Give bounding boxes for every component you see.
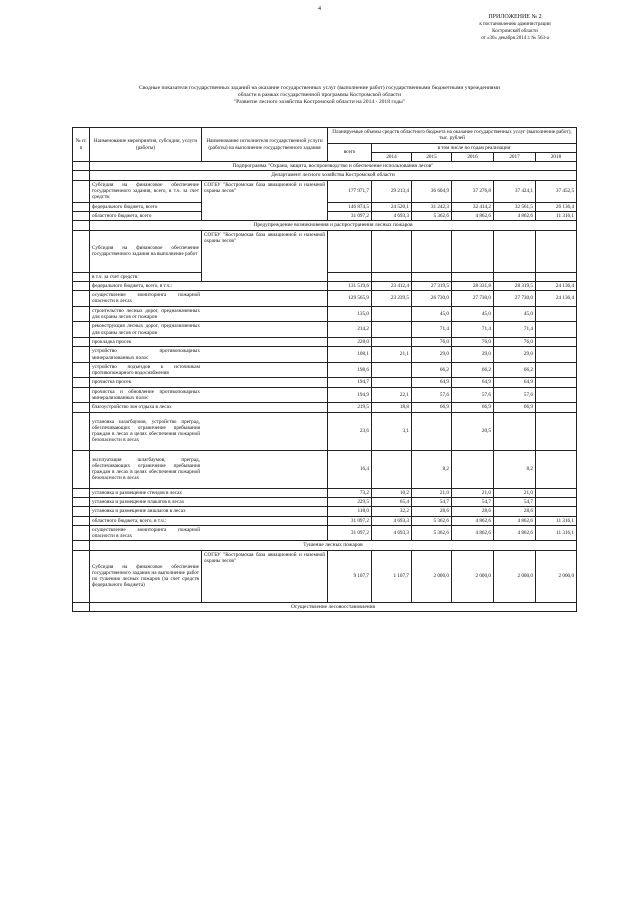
title-line3: "Развитие лесного хозяйства Костромской области на 2014 - 2018 годы": [233, 99, 406, 106]
value-cell: [536, 322, 577, 338]
value-cell: 4 862,6: [494, 525, 536, 541]
col-total-header: всего: [328, 143, 372, 162]
table-row: [73, 525, 577, 541]
number-cell: [73, 488, 90, 497]
value-cell: [372, 378, 412, 387]
value-cell: 66,2: [412, 362, 452, 378]
value-cell: 28 331,8: [452, 281, 494, 290]
value-cell: 4 693,3: [372, 525, 412, 541]
value-cell: 129 565,9: [328, 291, 372, 307]
value-cell: 11 316,1: [536, 525, 577, 541]
value-cell: 32,2: [372, 507, 412, 516]
table-row: [73, 507, 577, 516]
row-label: [90, 322, 328, 338]
row-label: [90, 516, 328, 525]
value-cell: 1 107,7: [372, 550, 412, 602]
row-label-text: устройство подъездов к источникам противопожарного водоснабжения: [92, 363, 200, 377]
value-cell: 22,1: [372, 387, 412, 403]
value-cell: 28,6: [412, 507, 452, 516]
value-cell: 31 242,3: [412, 202, 452, 211]
value-cell: 29,0: [452, 347, 494, 363]
row-label: в т.ч. за счет средств:: [90, 272, 202, 281]
value-cell: 64,9: [452, 378, 494, 387]
table-row: [73, 347, 577, 363]
number-cell: [73, 337, 90, 346]
value-cell: 71,4: [412, 322, 452, 338]
table-row: [73, 322, 577, 338]
table-row: [73, 450, 577, 488]
value-cell: [372, 322, 412, 338]
appendix-line1: к постановлению администрации: [479, 22, 551, 27]
section-reforestation: Осуществление лесовосстановления: [90, 602, 577, 611]
table-row: [73, 291, 577, 307]
value-cell: 76,0: [494, 337, 536, 346]
value-cell: 5 362,6: [412, 525, 452, 541]
value-cell: 32 414,2: [452, 202, 494, 211]
value-cell: 198,6: [328, 362, 372, 378]
table-row: [73, 497, 577, 506]
value-cell: 66,2: [452, 362, 494, 378]
value-cell: 29,0: [494, 347, 536, 363]
row-label: [90, 450, 328, 488]
value-cell: 24 136,4: [536, 281, 577, 290]
row-label: Субсидия на финансовое обеспечение государственного задания на выполнение работ по тушению лесных пожаров (за счет средств федерального бюджета): [90, 550, 202, 602]
row-label: [90, 507, 328, 516]
row-label: [90, 525, 328, 541]
table-row: [73, 403, 577, 412]
section-fire-prevention: Предупреждение возникновения и распространения лесных пожаров: [90, 221, 577, 230]
number-cell: [73, 281, 90, 290]
row-label: областного бюджета, всего: [90, 211, 202, 220]
value-cell: 54,7: [412, 497, 452, 506]
col-years-header: в том числе по годам реализации: [372, 143, 577, 152]
row-label: [90, 362, 328, 378]
value-cell: 228,0: [328, 337, 372, 346]
value-cell: [536, 362, 577, 378]
row-label-text: строительство лесных дорог, предназначенных для охраны лесов от пожаров: [92, 307, 200, 321]
value-cell: 54,7: [452, 497, 494, 506]
appendix-line3: от «30» декабря 2014 г. № 563-а: [481, 36, 549, 41]
row-label: [90, 488, 328, 497]
value-cell: 21,0: [412, 488, 452, 497]
value-cell: 71,4: [494, 322, 536, 338]
executor-cell: СОГБУ "Костромская база авиационной и наземной охраны лесов": [202, 550, 328, 602]
value-cell: 27 319,5: [412, 281, 452, 290]
row-label-text: эксплуатация шлагбаумов, преград, обеспечивающих ограничение пребывания граждан в лесах в целях обеспечения пожарной безопасности в лесах: [92, 456, 200, 482]
value-cell: 23 239,5: [372, 291, 412, 307]
row-label-text: установка и размещение стендов в лесах: [92, 489, 183, 496]
row-label: [90, 387, 328, 403]
value-cell: 24 520,1: [372, 202, 412, 211]
value-cell: 11 316,1: [536, 516, 577, 525]
value-cell: 45,0: [452, 306, 494, 322]
value-cell: [536, 412, 577, 450]
value-cell: 135,0: [328, 306, 372, 322]
value-cell: 4 693,3: [372, 516, 412, 525]
value-cell: 45,0: [412, 306, 452, 322]
row-label: [90, 281, 328, 290]
row-label-text: прочистка просек: [92, 379, 132, 386]
row-label: [90, 378, 328, 387]
value-cell: [412, 412, 452, 450]
value-cell: 118,0: [328, 507, 372, 516]
value-cell: 20,5: [452, 412, 494, 450]
value-cell: 24 136,4: [536, 291, 577, 307]
year-header: 2015: [412, 152, 452, 161]
row-label: [90, 337, 328, 346]
number-cell: [73, 450, 90, 488]
row-label-text: прочистка и обновление противопожарных минерализованных полос: [92, 388, 200, 402]
number-cell: [73, 525, 90, 541]
value-cell: 27 730,0: [494, 291, 536, 307]
year-header: 2018: [536, 152, 577, 161]
row-label: [90, 412, 328, 450]
value-cell: 4 862,6: [452, 211, 494, 220]
value-cell: 194,7: [328, 378, 372, 387]
row-label-text: осуществление мониторинга пожарной опасности в лесах: [92, 292, 200, 305]
value-cell: 3,1: [372, 412, 412, 450]
executor-cell: СОГБУ "Костромская база авиационной и наземной охраны лесов": [202, 230, 328, 281]
value-cell: 28,6: [494, 507, 536, 516]
value-cell: [536, 450, 577, 488]
table-row: [73, 180, 577, 202]
value-cell: 5 362,6: [412, 211, 452, 220]
number-cell: [73, 322, 90, 338]
value-cell: [372, 362, 412, 378]
value-cell: 9 107,7: [328, 550, 372, 602]
value-cell: 37 424,1: [494, 180, 536, 202]
value-cell: 36 604,9: [412, 180, 452, 202]
value-cell: 4 862,6: [494, 211, 536, 220]
value-cell: [536, 488, 577, 497]
number-cell: [73, 516, 90, 525]
value-cell: 27 730,0: [452, 291, 494, 307]
value-cell: 21,1: [372, 347, 412, 363]
value-cell: 18,8: [372, 403, 412, 412]
row-label-text: осуществление мониторинга пожарной опасности в лесах: [92, 526, 200, 540]
value-cell: 2 000,0: [412, 550, 452, 602]
value-cell: 66,2: [494, 362, 536, 378]
value-cell: 4 862,6: [494, 516, 536, 525]
value-cell: 21,0: [494, 488, 536, 497]
value-cell: 66,9: [452, 403, 494, 412]
row-label-text: прокладка просек: [92, 338, 132, 345]
table-row: [73, 488, 577, 497]
value-cell: 23,6: [328, 412, 372, 450]
value-cell: 45,0: [494, 306, 536, 322]
value-cell: 64,9: [412, 378, 452, 387]
col-name-header: Наименование мероприятия, субсидии, услуги (работы): [90, 128, 202, 162]
value-cell: 5 362,6: [412, 516, 452, 525]
value-cell: 214,2: [328, 322, 372, 338]
title-line2: области в рамках государственной программы Костромской области: [237, 92, 402, 99]
year-header: 2014: [372, 152, 412, 161]
col-executor-header: Наименование исполнителя государственной услуги (работы) на выполнение государственного задания: [202, 128, 328, 162]
value-cell: 57,6: [494, 387, 536, 403]
value-cell: 108,1: [328, 347, 372, 363]
value-cell: [536, 337, 577, 346]
col-number-header: № п/п: [73, 128, 90, 162]
value-cell: 4 862,6: [452, 525, 494, 541]
table-row: [73, 516, 577, 525]
value-cell: 73,2: [328, 488, 372, 497]
row-label-text: федерального бюджета, всего, в т.ч.:: [92, 282, 173, 289]
value-cell: [494, 412, 536, 450]
value-cell: [536, 347, 577, 363]
value-cell: 229,5: [328, 497, 372, 506]
year-header: 2016: [452, 152, 494, 161]
row-label: федерального бюджета, всего: [90, 202, 202, 211]
value-cell: 65,4: [372, 497, 412, 506]
value-cell: 21,0: [452, 488, 494, 497]
value-cell: 26 136,4: [536, 202, 577, 211]
number-cell: [73, 306, 90, 322]
executor-cell: СОГБУ "Костромская база авиационной и наземной охраны лесов": [202, 180, 328, 220]
value-cell: 8,2: [412, 450, 452, 488]
value-cell: 28,6: [452, 507, 494, 516]
row-label-text: установка и размещение плакатов в лесах: [92, 498, 185, 505]
appendix-title: ПРИЛОЖЕНИЕ № 2: [488, 14, 542, 20]
table-row: [73, 387, 577, 403]
value-cell: 31 097,2: [328, 525, 372, 541]
number-cell: [73, 507, 90, 516]
row-label-text: установка и размещение аншлагов в лесах: [92, 508, 186, 515]
number-cell: [73, 497, 90, 506]
value-cell: [536, 403, 577, 412]
value-cell: 146 874,5: [328, 202, 372, 211]
value-cell: 4 862,6: [452, 516, 494, 525]
value-cell: [536, 507, 577, 516]
row-label: [90, 497, 328, 506]
row-label: [90, 306, 328, 322]
value-cell: 4 693,3: [372, 211, 412, 220]
value-cell: 177 971,7: [328, 180, 372, 202]
appendix-header: [450, 14, 580, 42]
table-row: [73, 412, 577, 450]
value-cell: 10,2: [372, 488, 412, 497]
table-row: [73, 306, 577, 322]
department-row: Департамент лесного хозяйства Костромской области: [90, 171, 577, 180]
number-cell: [73, 362, 90, 378]
row-label-text: устройство противопожарных минерализованных полос: [92, 348, 200, 361]
value-cell: 2 000,0: [452, 550, 494, 602]
value-cell: 2 000,0: [494, 550, 536, 602]
row-label: [90, 347, 328, 363]
value-cell: [536, 378, 577, 387]
row-label-text: областного бюджета, всего, в т.ч.:: [92, 517, 167, 524]
row-label-text: благоустройство зон отдыха в лесах: [92, 404, 172, 411]
value-cell: 66,9: [412, 403, 452, 412]
appendix-line2: Костромской области: [492, 29, 538, 34]
value-cell: 54,7: [494, 497, 536, 506]
value-cell: 31 097,2: [328, 516, 372, 525]
value-cell: 29,0: [412, 347, 452, 363]
value-cell: 28 319,5: [494, 281, 536, 290]
value-cell: 71,4: [452, 322, 494, 338]
value-cell: [452, 450, 494, 488]
value-cell: 76,0: [412, 337, 452, 346]
value-cell: [372, 450, 412, 488]
value-cell: 16,4: [328, 450, 372, 488]
row-label-text: реконструкция лесных дорог, предназначенных для охраны лесов от пожаров: [92, 323, 200, 336]
value-cell: 131 519,6: [328, 281, 372, 290]
value-cell: 37 276,8: [452, 180, 494, 202]
value-cell: 8,2: [494, 450, 536, 488]
col-planned-header: Планируемые объемы средств областного бюджета на оказание государственных услуг (выполнение работ), тыс. рублей: [328, 128, 577, 144]
number-cell: [73, 403, 90, 412]
value-cell: 76,0: [452, 337, 494, 346]
value-cell: 194,9: [328, 387, 372, 403]
table-row: [73, 337, 577, 346]
table-row: [73, 281, 577, 290]
value-cell: 2 000,0: [536, 550, 577, 602]
value-cell: [536, 497, 577, 506]
value-cell: 11 316,1: [536, 211, 577, 220]
document-title: [62, 85, 577, 107]
row-label: [90, 403, 328, 412]
table-row: [73, 230, 577, 272]
table-row: [73, 362, 577, 378]
number-cell: [73, 291, 90, 307]
table-row: [73, 550, 577, 602]
value-cell: [372, 306, 412, 322]
section-fire-fighting: Тушение лесных пожаров: [90, 541, 577, 550]
row-label: [90, 291, 328, 307]
value-cell: 37 452,5: [536, 180, 577, 202]
number-cell: [73, 347, 90, 363]
page-number: 4: [318, 6, 321, 12]
value-cell: [536, 306, 577, 322]
number-cell: [73, 412, 90, 450]
title-line1: Сводные показатели государственных заданий на оказание государственных услуг (выполнение работ) государственными бюджетными учреждениями: [139, 85, 500, 91]
number-cell: [73, 387, 90, 403]
row-label: Субсидия на финансовое обеспечение государственного задания на выполнение работ: [90, 230, 202, 272]
subprogram-row: Подпрограмма "Охрана, защита, воспроизводство и обеспечение использования лесов": [90, 162, 577, 171]
value-cell: 29 213,4: [372, 180, 412, 202]
value-cell: 64,9: [494, 378, 536, 387]
value-cell: 23 412,4: [372, 281, 412, 290]
value-cell: 219,5: [328, 403, 372, 412]
table-row: [73, 378, 577, 387]
number-cell: [73, 378, 90, 387]
value-cell: [372, 337, 412, 346]
year-header: 2017: [494, 152, 536, 161]
row-label: Субсидия на финансовое обеспечение государственного задания, всего, в т.ч. за счет средств:: [90, 180, 202, 202]
value-cell: 32 561,5: [494, 202, 536, 211]
value-cell: 66,9: [494, 403, 536, 412]
value-cell: 31 097,2: [328, 211, 372, 220]
value-cell: [536, 387, 577, 403]
value-cell: 57,6: [412, 387, 452, 403]
value-cell: 26 730,0: [412, 291, 452, 307]
value-cell: 57,6: [452, 387, 494, 403]
indicators-table: [72, 127, 577, 612]
row-label-text: установка шлагбаумов, устройство преград, обеспечивающих ограничение пребывания граждан в лесах в целях обеспечения пожарной безопасности в лесах: [92, 418, 200, 444]
